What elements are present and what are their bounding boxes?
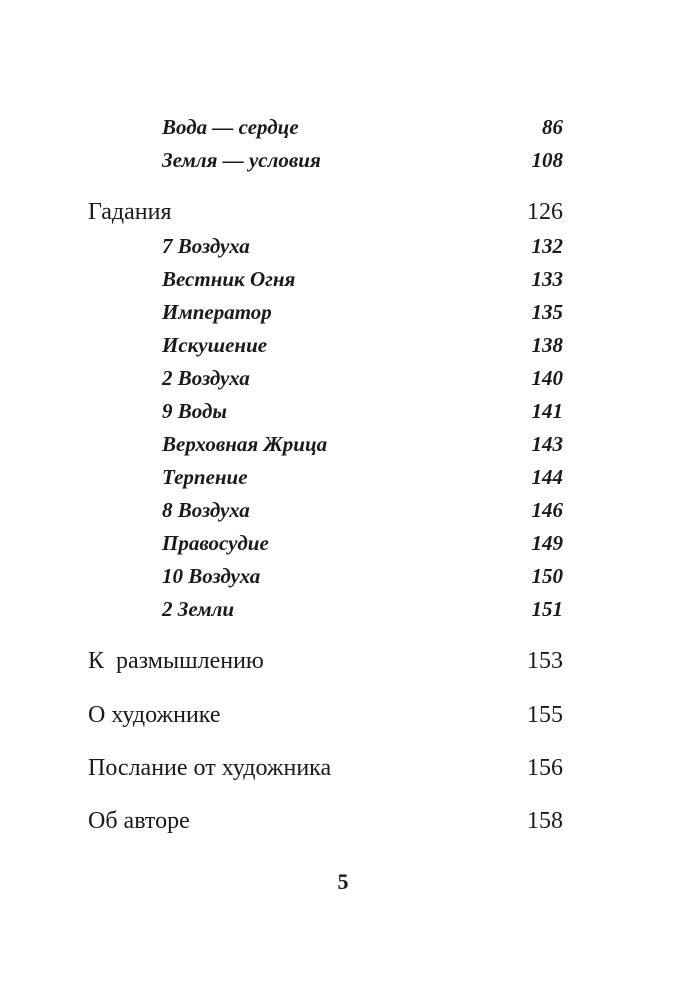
toc-entry-poslanie-ot-khudozhnika [0,752,686,784]
toc-entry-title: О художнике [88,702,221,728]
toc-entry-title: Терпение [162,465,248,489]
toc-entry-page: 150 [531,564,563,588]
toc-entry-title: 10 Воздуха [162,564,261,588]
toc-entry-zemlya-usloviya [0,144,686,176]
toc-entry-title: К размышлению [88,648,264,674]
toc-entry-page: 146 [531,498,563,522]
page-number: 5 [337,869,349,894]
toc-entry-page: 158 [527,808,563,834]
toc-entry-title: Искушение [162,333,268,357]
toc-entry-vestnik-ognya [0,263,686,295]
toc-entry-title: Правосудие [162,531,269,555]
toc-entry-page: 144 [531,465,563,489]
toc-entry-o-khudozhnike [0,699,686,731]
toc-entry-page: 141 [531,399,563,423]
toc-entry-10-vozdukha [0,560,686,592]
toc-entry-title: 7 Воздуха [162,234,250,258]
toc-entry-title: Гадания [88,199,172,225]
toc-entry-title: 9 Воды [162,399,227,423]
toc-entry-voda-serdtse [0,111,686,143]
toc-entry-pravosudie [0,527,686,559]
toc-entry-title: Вода — сердце [162,115,299,139]
toc-entry-title: Послание от художника [88,755,332,781]
toc-entry-page: 155 [527,702,563,728]
toc-entry-2-vozdukha [0,362,686,394]
toc-entry-title: 2 Земли [162,597,235,621]
toc-entry-k-razmyshleniyu [0,645,686,677]
toc-entry-verkhovnaya-zhritsa [0,428,686,460]
toc-entry-title: 8 Воздуха [162,498,250,522]
toc-entry-page: 108 [531,148,563,172]
toc-entry-8-vozdukha [0,494,686,526]
toc-entry-terpenie [0,461,686,493]
toc-entry-9-vody [0,395,686,427]
toc-entry-ob-avtore [0,805,686,837]
toc-entry-page: 151 [531,597,563,621]
toc-entry-page: 153 [527,648,563,674]
toc-entry-page: 135 [531,300,563,324]
toc-entry-title: 2 Воздуха [162,366,250,390]
toc-entry-page: 140 [531,366,563,390]
toc-entry-page: 133 [531,267,563,291]
toc-entry-page: 143 [531,432,563,456]
toc-entry-page: 138 [531,333,563,357]
toc-entry-7-vozdukha [0,230,686,262]
toc-entry-page: 126 [527,199,563,225]
toc-entry-title: Вестник Огня [162,267,296,291]
toc-entry-page: 156 [527,755,563,781]
toc-entry-2-zemli [0,593,686,625]
toc-entry-title: Верховная Жрица [162,432,328,456]
toc-entry-imperator [0,296,686,328]
toc-entry-page: 86 [542,115,563,139]
toc-entry-gadaniya [0,196,686,228]
toc-entry-iskushenie [0,329,686,361]
toc-entry-title: Император [162,300,272,324]
toc-entry-page: 132 [531,234,563,258]
toc-entry-title: Об авторе [88,808,190,834]
toc-entry-page: 149 [531,531,563,555]
toc-entry-title: Земля — условия [162,148,321,172]
